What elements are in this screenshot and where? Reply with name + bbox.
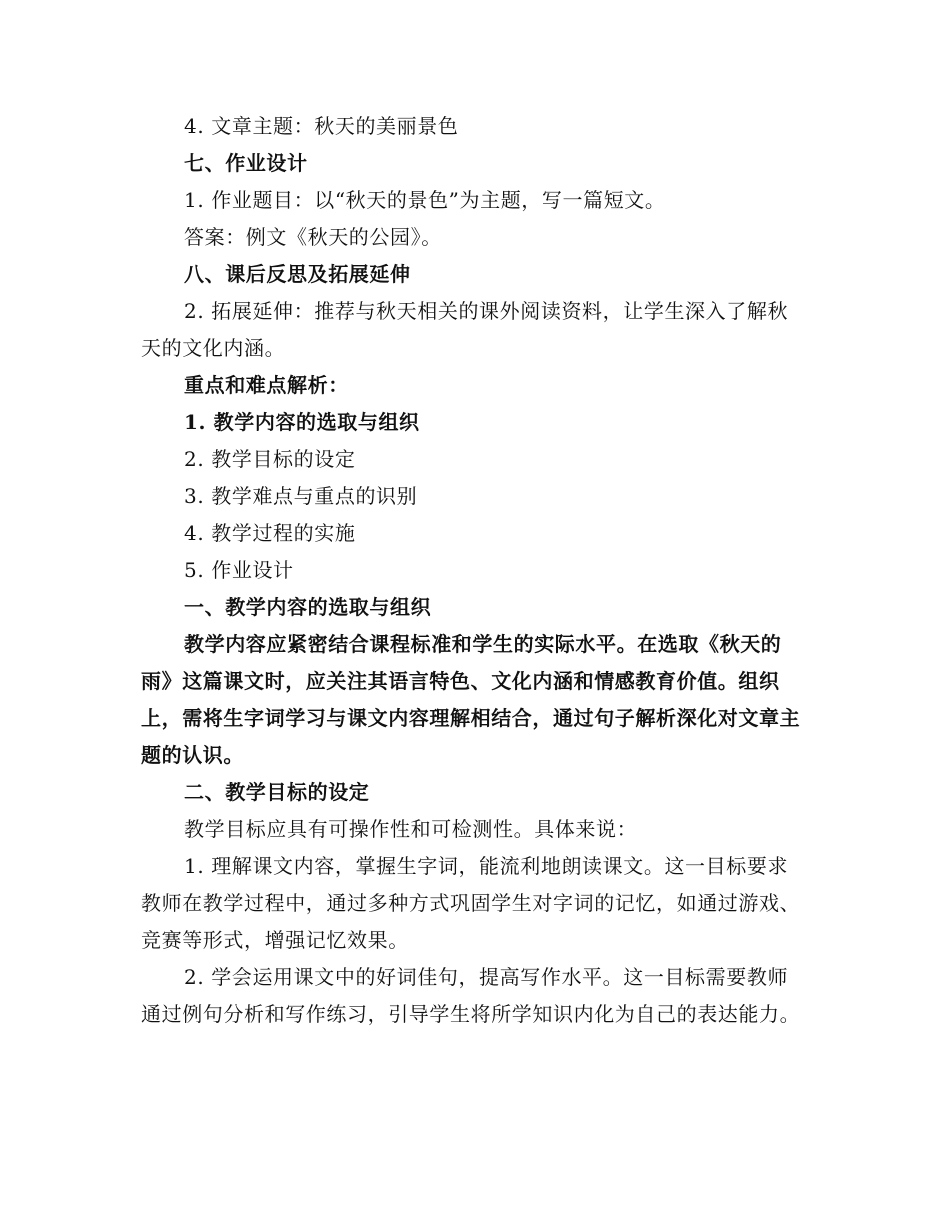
extension-paragraph: 2. 拓展延伸：推荐与秋天相关的课外阅读资料，让学生深入了解秋天的文化内涵。	[141, 299, 789, 360]
teaching-goals-intro: 教学目标应具有可操作性和可检测性。具体来说：	[184, 817, 638, 841]
key-point-item-4: 4. 教学过程的实施	[184, 521, 356, 545]
key-point-item-5: 5. 作业设计	[184, 558, 294, 582]
key-point-item-3: 3. 教学难点与重点的识别	[184, 484, 418, 508]
key-point-item-1: 1. 教学内容的选取与组织	[184, 410, 420, 434]
section-heading-teaching-goals: 二、教学目标的设定	[184, 780, 370, 804]
content-selection-paragraph: 教学内容应紧密结合课程标准和学生的实际水平。在选取《秋天的雨》这篇课文时，应关注其语言特色、文化内涵和情感教育价值。组织上，需将生字词学习与课文内容理解相结合，通过句子解析深化对文章主题的认识。	[141, 632, 801, 767]
key-point-item-2: 2. 教学目标的设定	[184, 447, 356, 471]
section-heading-reflection: 八、课后反思及拓展延伸	[184, 262, 411, 286]
homework-topic: 1. 作业题目：以“秋天的景色”为主题，写一篇短文。	[184, 188, 666, 212]
section-heading-homework: 七、作业设计	[184, 151, 308, 175]
homework-answer: 答案：例文《秋天的公园》。	[184, 225, 442, 249]
key-points-heading: 重点和难点解析：	[184, 373, 349, 397]
teaching-goal-1: 1. 理解课文内容，掌握生字词，能流利地朗读课文。这一目标要求教师在教学过程中，通过多种方式巩固学生对字词的记忆，如通过游戏、竞赛等形式，增强记忆效果。	[141, 854, 801, 952]
teaching-goal-2: 2. 学会运用课文中的好词佳句，提高写作水平。这一目标需要教师通过例句分析和写作练习，引导学生将所学知识内化为自己的表达能力。	[141, 965, 801, 1026]
section-heading-content-selection: 一、教学内容的选取与组织	[184, 595, 432, 619]
list-item-theme: 4. 文章主题：秋天的美丽景色	[184, 114, 459, 138]
document-body	[141, 108, 807, 1033]
